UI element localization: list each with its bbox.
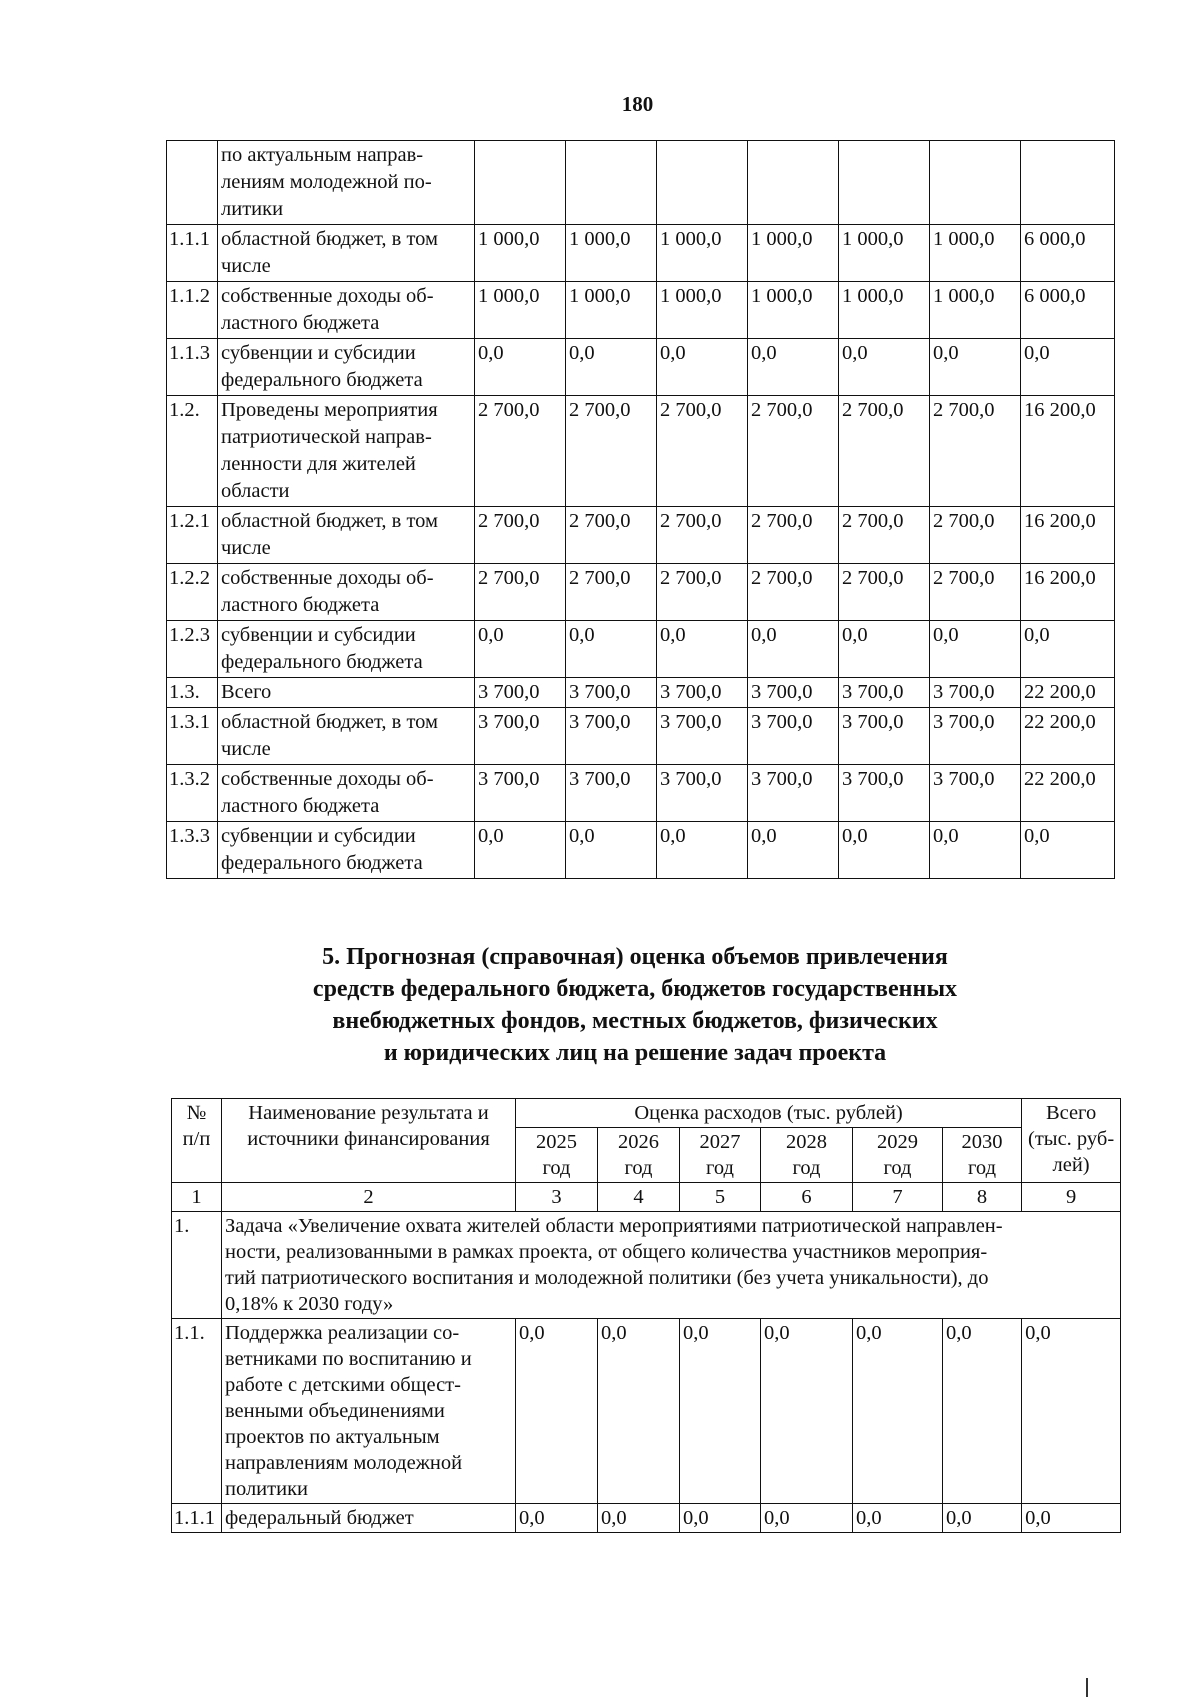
row-value: 2 700,0: [839, 564, 930, 621]
row-value: 2 700,0: [748, 564, 839, 621]
row-code: 1.1.1: [172, 1504, 222, 1533]
row-value: 2 700,0: [475, 564, 566, 621]
table-row: [167, 708, 1115, 765]
row-value: 0,0: [839, 339, 930, 396]
row-name: по актуальным направ- лениям молодежной по- литики: [218, 141, 475, 225]
row-total: 0,0: [1022, 1319, 1121, 1504]
row-value: 3 700,0: [566, 708, 657, 765]
row-total: 0,0: [1021, 621, 1115, 678]
row-value: 3 700,0: [930, 678, 1021, 708]
row-value: 3 700,0: [930, 765, 1021, 822]
row-value: 3 700,0: [566, 765, 657, 822]
header-total: Всего (тыс. руб- лей): [1022, 1099, 1121, 1183]
table-row: [167, 507, 1115, 564]
row-code: 1.3.3: [167, 822, 218, 879]
row-name: собственные доходы об- ластного бюджета: [218, 765, 475, 822]
table-row: [167, 678, 1115, 708]
row-total: 16 200,0: [1021, 396, 1115, 507]
row-value: 3 700,0: [657, 765, 748, 822]
row-total: 22 200,0: [1021, 708, 1115, 765]
column-number: 7: [853, 1183, 943, 1212]
forecast-financing-table: [171, 1098, 1121, 1533]
column-number: 3: [516, 1183, 598, 1212]
header-number: № п/п: [172, 1099, 222, 1183]
row-total: 0,0: [1021, 339, 1115, 396]
row-value: 3 700,0: [748, 765, 839, 822]
section-heading: 5. Прогнозная (справочная) оценка объемов привлечения средств федерального бюджета, бюджетов государственных внебюджетных фондов, местных бюджетов, физических и юридических лиц на решение задач проекта: [312, 944, 958, 1066]
row-name: субвенции и субсидии федерального бюджета: [218, 621, 475, 678]
row-value: 0,0: [475, 822, 566, 879]
row-total: 6 000,0: [1021, 282, 1115, 339]
row-value: 0,0: [598, 1319, 680, 1504]
row-total: 6 000,0: [1021, 225, 1115, 282]
row-value: 1 000,0: [475, 282, 566, 339]
row-value: 1 000,0: [657, 225, 748, 282]
year-header: 2026 год: [598, 1128, 680, 1183]
row-value: [566, 141, 657, 225]
row-value: 0,0: [566, 822, 657, 879]
table-row: [172, 1319, 1121, 1504]
row-value: 0,0: [853, 1319, 943, 1504]
row-value: 0,0: [516, 1319, 598, 1504]
row-code: 1.2.1: [167, 507, 218, 564]
row-value: 0,0: [748, 339, 839, 396]
row-value: 0,0: [657, 339, 748, 396]
header-name: Наименование результата и источники финансирования: [222, 1099, 516, 1183]
row-value: 0,0: [748, 621, 839, 678]
row-value: [839, 141, 930, 225]
row-value: [475, 141, 566, 225]
row-value: 0,0: [930, 621, 1021, 678]
column-number: 1: [172, 1183, 222, 1212]
row-value: 3 700,0: [748, 678, 839, 708]
row-value: 2 700,0: [839, 507, 930, 564]
row-value: 0,0: [516, 1504, 598, 1533]
row-value: [930, 141, 1021, 225]
row-value: 2 700,0: [930, 396, 1021, 507]
row-total: 0,0: [1021, 822, 1115, 879]
row-value: 1 000,0: [566, 225, 657, 282]
row-value: 1 000,0: [839, 225, 930, 282]
row-code: 1.3.1: [167, 708, 218, 765]
row-total: 16 200,0: [1021, 507, 1115, 564]
row-value: 2 700,0: [748, 396, 839, 507]
row-value: 0,0: [748, 822, 839, 879]
row-total: 16 200,0: [1021, 564, 1115, 621]
row-value: 2 700,0: [475, 396, 566, 507]
row-name: областной бюджет, в том числе: [218, 708, 475, 765]
row-code: 1.3.2: [167, 765, 218, 822]
row-value: 0,0: [475, 621, 566, 678]
row-name: федеральный бюджет: [222, 1504, 516, 1533]
row-name: Всего: [218, 678, 475, 708]
row-value: 1 000,0: [657, 282, 748, 339]
row-value: 0,0: [839, 822, 930, 879]
column-number: 9: [1022, 1183, 1121, 1212]
row-code: 1.2.2: [167, 564, 218, 621]
row-value: 2 700,0: [657, 396, 748, 507]
row-name: субвенции и субсидии федерального бюджета: [218, 822, 475, 879]
table-body: [172, 1183, 1121, 1533]
row-value: 3 700,0: [566, 678, 657, 708]
column-numbers-row: [172, 1183, 1121, 1212]
row-value: 3 700,0: [475, 765, 566, 822]
row-name: субвенции и субсидии федерального бюджета: [218, 339, 475, 396]
row-code: 1.1.2: [167, 282, 218, 339]
year-header: 2027 год: [680, 1128, 761, 1183]
row-value: [657, 141, 748, 225]
row-value: 3 700,0: [657, 678, 748, 708]
financing-table-continued: [166, 140, 1115, 879]
year-header: 2025 год: [516, 1128, 598, 1183]
header-estimate: Оценка расходов (тыс. рублей): [516, 1099, 1022, 1128]
row-value: 2 700,0: [839, 396, 930, 507]
column-number: 4: [598, 1183, 680, 1212]
table-row: [167, 141, 1115, 225]
row-name: областной бюджет, в том числе: [218, 507, 475, 564]
row-value: 2 700,0: [930, 564, 1021, 621]
row-value: 0,0: [475, 339, 566, 396]
row-value: 3 700,0: [475, 678, 566, 708]
table-row: [167, 339, 1115, 396]
row-value: 3 700,0: [839, 765, 930, 822]
row-code: 1.3.: [167, 678, 218, 708]
table-row: [167, 225, 1115, 282]
row-value: 0,0: [930, 339, 1021, 396]
page-number: 180: [621, 92, 654, 116]
row-value: 0,0: [680, 1319, 761, 1504]
row-name: собственные доходы об- ластного бюджета: [218, 282, 475, 339]
column-number: 5: [680, 1183, 761, 1212]
table-row: [167, 282, 1115, 339]
table-row: [167, 621, 1115, 678]
row-total: 0,0: [1022, 1504, 1121, 1533]
row-code: 1.1.1: [167, 225, 218, 282]
row-total: [1021, 141, 1115, 225]
row-name: Поддержка реализации со- ветниками по воспитанию и работе с детскими общест- венными объединениями проектов по актуальным направлениям молодежной политики: [222, 1319, 516, 1504]
row-value: 2 700,0: [475, 507, 566, 564]
row-value: 2 700,0: [748, 507, 839, 564]
row-value: 0,0: [761, 1504, 853, 1533]
row-value: 1 000,0: [930, 282, 1021, 339]
row-value: 1 000,0: [748, 225, 839, 282]
column-number: 2: [222, 1183, 516, 1212]
row-value: 0,0: [657, 621, 748, 678]
row-value: 0,0: [680, 1504, 761, 1533]
table-row: [167, 765, 1115, 822]
row-value: 2 700,0: [566, 507, 657, 564]
row-value: 3 700,0: [930, 708, 1021, 765]
table-body: [167, 141, 1115, 879]
row-value: 2 700,0: [657, 507, 748, 564]
row-value: 3 700,0: [748, 708, 839, 765]
header-row: [172, 1099, 1121, 1128]
scan-mark: [1086, 1678, 1088, 1697]
row-value: 0,0: [657, 822, 748, 879]
row-value: 3 700,0: [657, 708, 748, 765]
row-value: 2 700,0: [566, 564, 657, 621]
table-row: [172, 1504, 1121, 1533]
year-header: 2030 год: [943, 1128, 1022, 1183]
row-value: 3 700,0: [839, 678, 930, 708]
row-value: 0,0: [598, 1504, 680, 1533]
row-value: 0,0: [839, 621, 930, 678]
row-value: [748, 141, 839, 225]
row-value: 0,0: [930, 822, 1021, 879]
row-name: областной бюджет, в том числе: [218, 225, 475, 282]
row-value: 0,0: [566, 339, 657, 396]
table-row: [167, 396, 1115, 507]
row-value: 1 000,0: [566, 282, 657, 339]
row-value: 1 000,0: [748, 282, 839, 339]
row-value: 1 000,0: [930, 225, 1021, 282]
table-row: [167, 564, 1115, 621]
row-value: 3 700,0: [839, 708, 930, 765]
row-value: 0,0: [943, 1319, 1022, 1504]
table-row: [167, 822, 1115, 879]
column-number: 8: [943, 1183, 1022, 1212]
row-value: 0,0: [761, 1319, 853, 1504]
year-header: 2028 год: [761, 1128, 853, 1183]
row-total: 22 200,0: [1021, 765, 1115, 822]
row-value: 3 700,0: [475, 708, 566, 765]
row-value: 0,0: [853, 1504, 943, 1533]
task-text: Задача «Увеличение охвата жителей области мероприятиями патриотической направлен- ности, реализованными в рамках проекта, от общего количества участников мероприя- тий патриотического воспитания и молодежной политики (без учета уникальности), до 0,18% к 2030 году»: [222, 1212, 1121, 1319]
row-name: собственные доходы об- ластного бюджета: [218, 564, 475, 621]
row-code: [167, 141, 218, 225]
task-row: [172, 1212, 1121, 1319]
row-code: 1.1.3: [167, 339, 218, 396]
row-value: 0,0: [566, 621, 657, 678]
year-header: 2029 год: [853, 1128, 943, 1183]
row-code: 1.2.: [167, 396, 218, 507]
row-total: 22 200,0: [1021, 678, 1115, 708]
row-value: 1 000,0: [475, 225, 566, 282]
row-name: Проведены мероприятия патриотической направ- ленности для жителей области: [218, 396, 475, 507]
row-value: 0,0: [943, 1504, 1022, 1533]
column-number: 6: [761, 1183, 853, 1212]
row-code: 1.1.: [172, 1319, 222, 1504]
task-code: 1.: [172, 1212, 222, 1319]
row-value: 2 700,0: [566, 396, 657, 507]
row-value: 2 700,0: [930, 507, 1021, 564]
row-code: 1.2.3: [167, 621, 218, 678]
row-value: 2 700,0: [657, 564, 748, 621]
row-value: 1 000,0: [839, 282, 930, 339]
